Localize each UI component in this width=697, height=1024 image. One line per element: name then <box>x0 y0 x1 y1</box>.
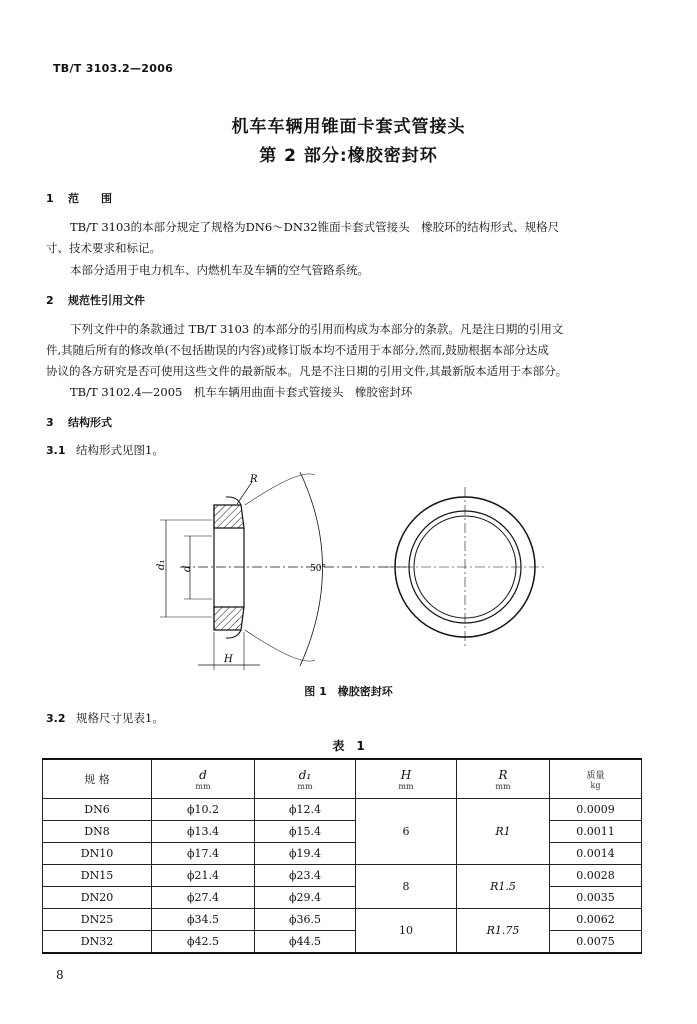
cell-R: R1.75 <box>457 909 550 954</box>
cell-d: ϕ21.4 <box>152 865 255 887</box>
cell-spec: DN6 <box>43 799 152 821</box>
section-title: 结构形式 <box>68 416 112 429</box>
page-subtitle: 第 2 部分:橡胶密封环 <box>259 146 438 166</box>
cell-mass: 0.0035 <box>550 887 642 909</box>
section-2-paragraph-line-1 <box>46 318 646 340</box>
header-spec <box>43 759 152 799</box>
figure-caption: 图 1 橡胶密封环 <box>304 685 393 698</box>
cell-spec: DN15 <box>43 865 152 887</box>
section-1-paragraph-1 <box>46 216 646 238</box>
table-row <box>43 821 642 843</box>
table-row <box>43 909 642 931</box>
table-caption: 表 1 <box>332 739 365 753</box>
header-d1 <box>255 759 356 799</box>
seal-cross-section-bottom <box>214 607 244 630</box>
seal-cross-section-top <box>214 505 244 528</box>
cell-spec: DN20 <box>43 887 152 909</box>
header-d-symbol: d <box>199 767 207 782</box>
cell-d: ϕ13.4 <box>152 821 255 843</box>
cell-d: ϕ17.4 <box>152 843 255 865</box>
clause-text: 规格尺寸见表1。 <box>76 711 164 725</box>
header-d1-symbol: d₁ <box>298 767 312 782</box>
page-number: 8 <box>56 968 64 982</box>
section-number: 2 <box>46 294 54 307</box>
section-number: 1 <box>46 192 54 205</box>
label-angle: 50° <box>310 564 326 574</box>
table-row <box>43 931 642 954</box>
cell-d1: ϕ12.4 <box>255 799 356 821</box>
page-title: 机车车辆用锥面卡套式管接头 <box>231 117 466 137</box>
label-d1: d₁ <box>156 559 167 570</box>
header-R <box>457 759 550 799</box>
figure-1-drawing <box>140 470 570 675</box>
cell-H: 6 <box>356 799 457 865</box>
cell-H: 10 <box>356 909 457 954</box>
cell-d1: ϕ19.4 <box>255 843 356 865</box>
text-line: TB/T 3102.4—2005 机车车辆用曲面卡套式管接头 橡胶密封环 <box>70 385 413 399</box>
header-mass-unit: kg <box>590 781 601 790</box>
cell-mass: 0.0014 <box>550 843 642 865</box>
cell-spec: DN32 <box>43 931 152 954</box>
header-mass <box>550 759 642 799</box>
header-d-unit: mm <box>195 781 211 791</box>
cell-mass: 0.0028 <box>550 865 642 887</box>
cell-mass: 0.0062 <box>550 909 642 931</box>
header-d1-unit: mm <box>297 781 313 791</box>
section-number: 3 <box>46 416 54 429</box>
clause-number: 3.2 <box>46 712 66 725</box>
cell-d: ϕ34.5 <box>152 909 255 931</box>
cell-H: 8 <box>356 865 457 909</box>
header-mass-label: 质量 <box>586 771 605 781</box>
text-line: 协议的各方研究是否可使用这些文件的最新版本。凡是不注日期的引用文件,其最新版本适用于本部分。 <box>46 364 568 378</box>
section-3-heading <box>46 414 112 430</box>
cell-d: ϕ27.4 <box>152 887 255 909</box>
table-header-row <box>43 759 642 799</box>
cell-d: ϕ10.2 <box>152 799 255 821</box>
section-2-paragraph-line-2 <box>46 339 646 361</box>
clause-text: 结构形式见图1。 <box>76 443 164 457</box>
header-H-unit: mm <box>398 781 414 791</box>
cell-spec: DN8 <box>43 821 152 843</box>
section-view <box>160 472 410 670</box>
table-row <box>43 799 642 821</box>
header-R-unit: mm <box>495 781 511 791</box>
cell-d1: ϕ29.4 <box>255 887 356 909</box>
standard-number: TB/T 3103.2—2006 <box>53 62 174 75</box>
label-d: d <box>182 565 193 572</box>
header-spec-label: 规 格 <box>84 773 110 786</box>
cell-d: ϕ42.5 <box>152 931 255 954</box>
clause-3-2 <box>46 707 164 730</box>
section-title: 范 围 <box>68 192 112 205</box>
section-2-paragraph-line-3 <box>46 360 646 382</box>
header-d <box>152 759 255 799</box>
section-1-paragraph-2 <box>46 259 646 281</box>
cell-mass: 0.0075 <box>550 931 642 954</box>
cell-d1: ϕ36.5 <box>255 909 356 931</box>
header-H <box>356 759 457 799</box>
cell-R: R1.5 <box>457 865 550 909</box>
R-leader-line <box>237 482 252 504</box>
cell-d1: ϕ23.4 <box>255 865 356 887</box>
section-1-heading <box>46 190 112 206</box>
section-1-paragraph-1-cont <box>46 237 646 259</box>
spec-table <box>42 758 642 954</box>
clause-3-1 <box>46 439 164 462</box>
label-H: H <box>224 654 233 665</box>
header-R-symbol: R <box>498 767 508 782</box>
cell-d1: ϕ15.4 <box>255 821 356 843</box>
text-line: 本部分适用于电力机车、内燃机车及车辆的空气管路系统。 <box>70 263 369 277</box>
cell-spec: DN25 <box>43 909 152 931</box>
table-row <box>43 865 642 887</box>
cell-R: R1 <box>457 799 550 865</box>
text-line: 寸、技术要求和标记。 <box>46 241 161 255</box>
table-row <box>43 843 642 865</box>
cell-mass: 0.0011 <box>550 821 642 843</box>
section-2-heading <box>46 292 145 308</box>
cell-mass: 0.0009 <box>550 799 642 821</box>
header-H-symbol: H <box>400 767 412 782</box>
label-R: R <box>250 474 258 485</box>
clause-number: 3.1 <box>46 444 66 457</box>
normative-reference <box>46 381 646 403</box>
cell-d1: ϕ44.5 <box>255 931 356 954</box>
section-title: 规范性引用文件 <box>68 294 145 307</box>
text-line: TB/T 3103的本部分规定了规格为DN6～DN32锥面卡套式管接头 橡胶环的结构形式、规格尺 <box>70 220 560 234</box>
text-line: 下列文件中的条款通过 TB/T 3103 的本部分的引用而构成为本部分的条款。凡是注日期的引用文 <box>70 322 564 336</box>
front-view <box>385 487 545 647</box>
seal-bottom-edge <box>226 630 241 638</box>
table-row <box>43 887 642 909</box>
text-line: 件,其随后所有的修改单(不包括勘误的内容)或修订版本均不适用于本部分,然而,鼓励根据本部分达成 <box>46 343 549 357</box>
cell-spec: DN10 <box>43 843 152 865</box>
